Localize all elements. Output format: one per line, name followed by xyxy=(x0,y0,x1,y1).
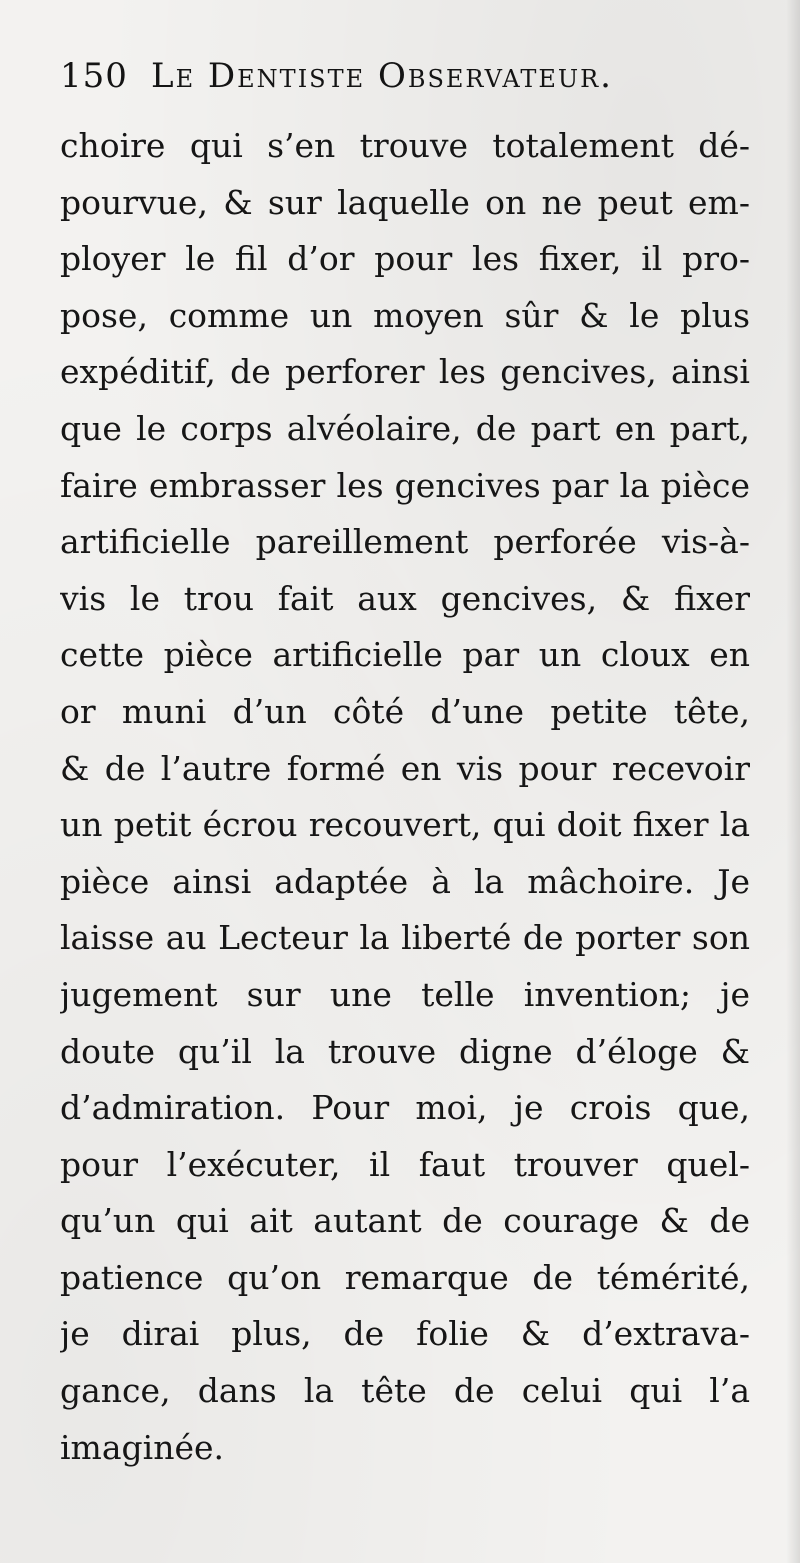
text-line: un petit écrou recouvert, qui doit fixer la xyxy=(60,805,750,845)
text-line-final: imaginée. xyxy=(60,1427,225,1467)
text-line: pour l’exécuter, il faut trouver quel- xyxy=(60,1144,750,1184)
text-line: doute qu’il la trouve digne d’éloge & xyxy=(60,1031,750,1071)
text-line: pose, comme un moyen sûr & le plus xyxy=(60,295,750,335)
body-text xyxy=(60,118,750,1476)
page-edge-shadow xyxy=(786,0,800,1563)
text-line: jugement sur une telle invention; je xyxy=(60,974,750,1014)
text-line: & de l’autre formé en vis pour recevoir xyxy=(60,748,750,788)
running-title: Le Dentiste Observateur. xyxy=(151,56,613,96)
text-line: vis le trou fait aux gencives, & fixer xyxy=(60,578,750,618)
text-line: gance, dans la tête de celui qui l’a xyxy=(60,1371,750,1411)
text-line: je dirai plus, de folie & d’extrava- xyxy=(60,1314,750,1354)
page-number: 150 xyxy=(60,56,128,96)
text-line: laisse au Lecteur la liberté de porter son xyxy=(60,918,750,958)
text-line: qu’un qui ait autant de courage & de xyxy=(60,1201,750,1241)
text-line: faire embrasser les gencives par la pièce xyxy=(60,465,750,505)
text-line: patience qu’on remarque de témérité, xyxy=(60,1257,750,1297)
text-line: pièce ainsi adaptée à la mâchoire. Je xyxy=(60,861,750,901)
text-line: pourvue, & sur laquelle on ne peut em- xyxy=(60,182,750,222)
text-line: ployer le fil d’or pour les fixer, il pro- xyxy=(60,239,750,279)
text-line: d’admiration. Pour moi, je crois que, xyxy=(60,1088,750,1128)
text-line: que le corps alvéolaire, de part en part, xyxy=(60,408,750,448)
text-line: choire qui s’en trouve totalement dé- xyxy=(60,126,750,165)
page-header xyxy=(60,56,613,106)
text-line: cette pièce artificielle par un cloux en xyxy=(60,635,750,675)
text-line: or muni d’un côté d’une petite tête, xyxy=(60,691,750,731)
text-line: artificielle pareillement perforée vis-à- xyxy=(60,522,750,562)
text-line: expéditif, de perforer les gencives, ainsi xyxy=(60,352,750,392)
